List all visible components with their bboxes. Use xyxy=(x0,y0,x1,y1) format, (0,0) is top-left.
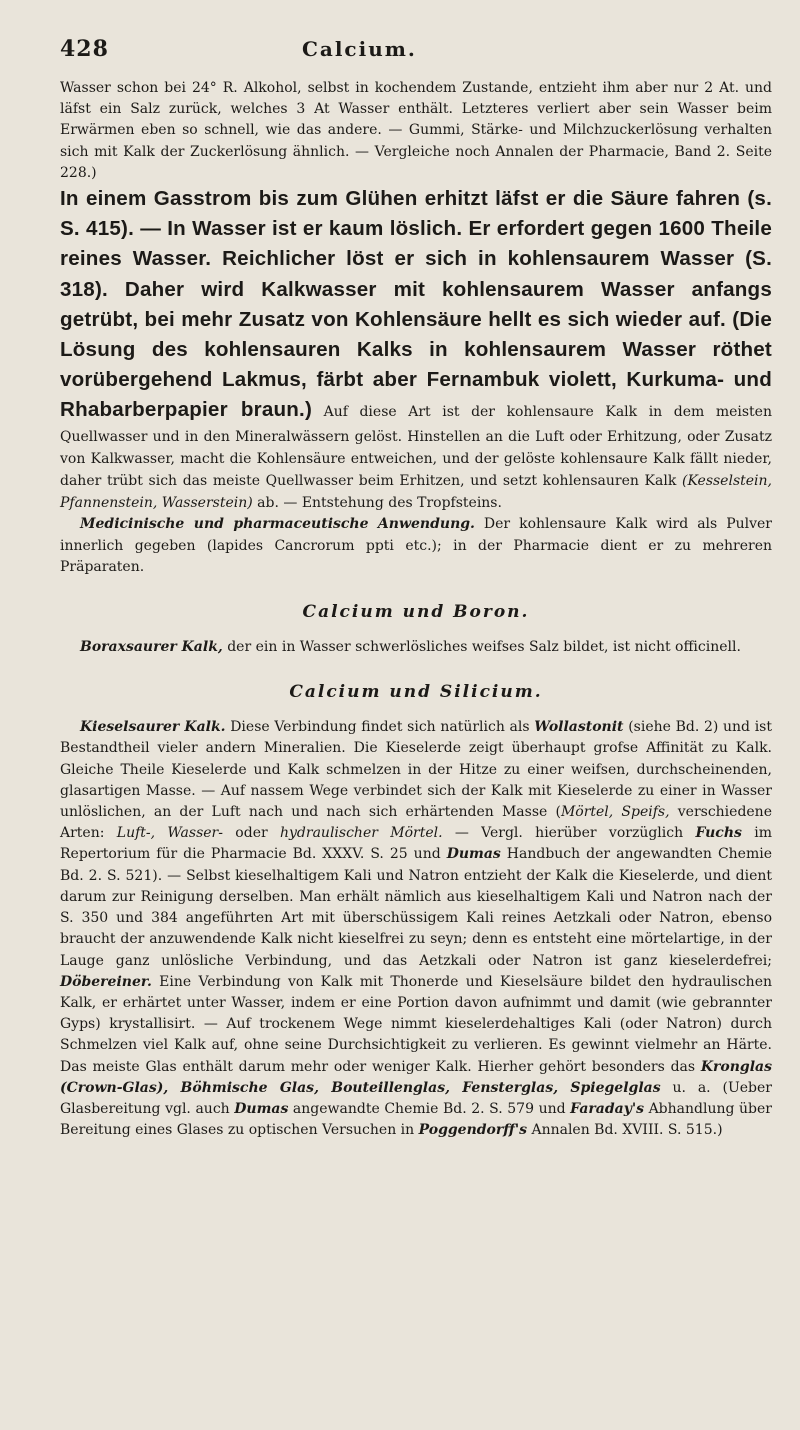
intro-small-tail-end: ab. — Entstehung des Tropfsteins. xyxy=(252,495,502,512)
silicium-italic-11: Poggendorff's xyxy=(418,1122,528,1139)
silicium-italic-2: Mörtel, Speifs, xyxy=(560,804,670,821)
silicium-text-6: im Repertorium für die Pharmacie Bd. XXXV. S. 25 und xyxy=(60,825,772,863)
silicium-text-10: angewandte Chemie Bd. 2. S. 579 und xyxy=(288,1100,571,1117)
silicium-text-8: Eine Verbindung von Kalk mit Thonerde und Kieselsäure bildet den hydraulischen Kalk, er erhärtet unter Wasser, indem er eine Portion davon aufnimmt und damit (wie gebrannter Gyps) krystallisirt. — Auf trockenem Wege nimmt kieselerdehaltiges Kali (oder Natron) durch Schmelzen viel Kalk auf, ohne seine Durchsichtigkeit zu verlieren. Es gewinnt vielmehr an Härte. Das meiste Glas enthält darum mehr oder weniger Kalk. Hierher gehört besonders das xyxy=(60,973,772,1075)
silicium-italic-4: hydraulischer Mörtel. xyxy=(280,825,443,842)
silicium-text-4: oder xyxy=(222,825,280,842)
silicium-text-7: Handbuch der angewandten Chemie Bd. 2. S. 521). — Selbst kieselhaltigem Kali und Natron entzieht der Kalk die Kieselerde, und dient darum zur Reinigung derselben. Man erhält nämlich aus kieselhaltigem Kali und Natron nach der S. 350 und 384 angeführten Art mit überschüssigem Kali reines Aetzkali oder Natron, ebenso braucht der anzuwendende Kalk nicht kieselfrei zu seyn; denn es entsteht eine mörtelartige, in der Lauge ganz unlösliche Verbindung, und das Aetzkali oder Natron ist ganz kieselerdefrei; xyxy=(60,846,772,969)
silicium-italic-3: Luft-, Wasser- xyxy=(116,825,223,842)
silicium-italic-10: Faraday's xyxy=(570,1100,644,1117)
page-number: 428 xyxy=(60,36,109,62)
boron-term: Boraxsaurer Kalk, xyxy=(80,639,223,656)
page xyxy=(60,36,772,1141)
silicium-text-3: verschiedene Arten: xyxy=(60,804,772,842)
silicium-paragraph xyxy=(60,717,772,1141)
silicium-term: Kieselsaurer Kalk. xyxy=(80,719,226,736)
intro-small-text: Wasser schon bei 24° R. Alkohol, selbst in kochendem Zustande, entzieht ihm aber nur 2 At. und läfst ein Salz zurück, welches 3 At Wasser enthält. Letzteres verliert aber sein Wasser beim Erwärmen eben so schnell, wie das andere. — Gummi, Stärke- und Milchzuckerlösung verhalten sich mit Kalk der Zuckerlösung ähnlich. — Vergleiche noch Annalen der Pharmacie, Band 2. Seite 228.) xyxy=(60,80,772,181)
silicium-text-11: Abhandlung über Bereitung eines Glases zu optischen Versuchen in xyxy=(60,1100,772,1139)
boron-paragraph xyxy=(60,637,772,658)
intro-paragraph-small xyxy=(60,78,772,184)
medicinal-heading: Medicinische und pharmaceutische Anwendung. xyxy=(80,516,475,533)
silicium-italic-9: Dumas xyxy=(234,1100,289,1117)
silicium-italic-7: Döbereiner. xyxy=(60,973,152,990)
silicium-text-5: — Vergl. hierüber vorzüglich xyxy=(442,825,696,842)
intro-small-tail: Auf diese Art ist der kohlensaure Kalk in dem meisten Quellwasser und in den Mineralwässern gelöst. Hinstellen an die Luft oder Erhitzung, oder Zusatz von Kalkwasser, macht die Kohlensäure entweichen, und der gelöste kohlensaure Kalk fällt nieder, daher trübt sich das meiste Quellwasser beim Erhitzen, und setzt kohlensauren Kalk xyxy=(60,404,772,490)
silicium-italic-5: Fuchs xyxy=(695,825,742,842)
section-title-silicium: Calcium und Silicium. xyxy=(289,682,543,703)
silicium-text-1: Diese Verbindung findet sich natürlich als xyxy=(225,719,535,736)
medicinal-paragraph xyxy=(60,514,772,578)
medicinal-text: Der kohlensaure Kalk wird als Pulver innerlich gegeben (lapides Cancrorum ppti etc.); in der Pharmacie dient er zu mehreren Präparaten. xyxy=(60,516,773,575)
silicium-italic-8: Kronglas (Crown-Glas), Böhmische Glas, Bouteillenglas, Fensterglas, Spiegelglas xyxy=(60,1058,772,1096)
intro-paragraph-mixed xyxy=(60,184,772,514)
silicium-italic-1: Wollastonit xyxy=(534,719,624,736)
running-head: Calcium. xyxy=(301,37,417,61)
page-header xyxy=(60,36,772,78)
intro-large-text: In einem Gasstrom bis zum Glühen erhitzt läfst er die Säure fahren (s. S. 415). — In Wasser ist er kaum löslich. Er erfordert gegen 1600 Theile reines Wasser. Reichlicher löst er sich in kohlensaurem Wasser (S. 318). Daher wird Kalkwasser mit kohlensaurem Wasser anfangs getrübt, bei mehr Zusatz von Kohlensäure hellt es sich wieder auf. (Die Lösung des kohlensauren Kalks in kohlensaurem Wasser röthet vorübergehend Lakmus, färbt aber Fernambuk violett, Kurkuma- und Rhabarberpapier braun.) xyxy=(60,187,772,422)
boron-text: der ein in Wasser schwerlösliches weifses Salz bildet, ist nicht officinell. xyxy=(222,639,741,656)
silicium-text-2: (siehe Bd. 2) und ist Bestandtheil vieler andern Mineralien. Die Kieselerde zeigt überhaupt grofse Affinität zu Kalk. Gleiche Theile Kieselerde und Kalk schmelzen in der Hitze zu einer weifsen, durchscheinenden, glasartigen Masse. — Auf nassem Wege verbindet sich der Kalk mit Kieselerde zu einer in Wasser unlöslichen, an der Luft nach und nach sich erhärtenden Masse ( xyxy=(60,719,772,821)
silicium-text-9: u. a. (Ueber Glasbereitung vgl. auch xyxy=(60,1079,772,1117)
silicium-italic-6: Dumas xyxy=(446,846,501,863)
intro-small-tail-italic: (Kesselstein, Pfannenstein, Wasserstein) xyxy=(60,473,772,512)
silicium-text-12: Annalen Bd. XVIII. S. 515.) xyxy=(527,1122,723,1139)
section-title-boron: Calcium und Boron. xyxy=(302,602,530,623)
